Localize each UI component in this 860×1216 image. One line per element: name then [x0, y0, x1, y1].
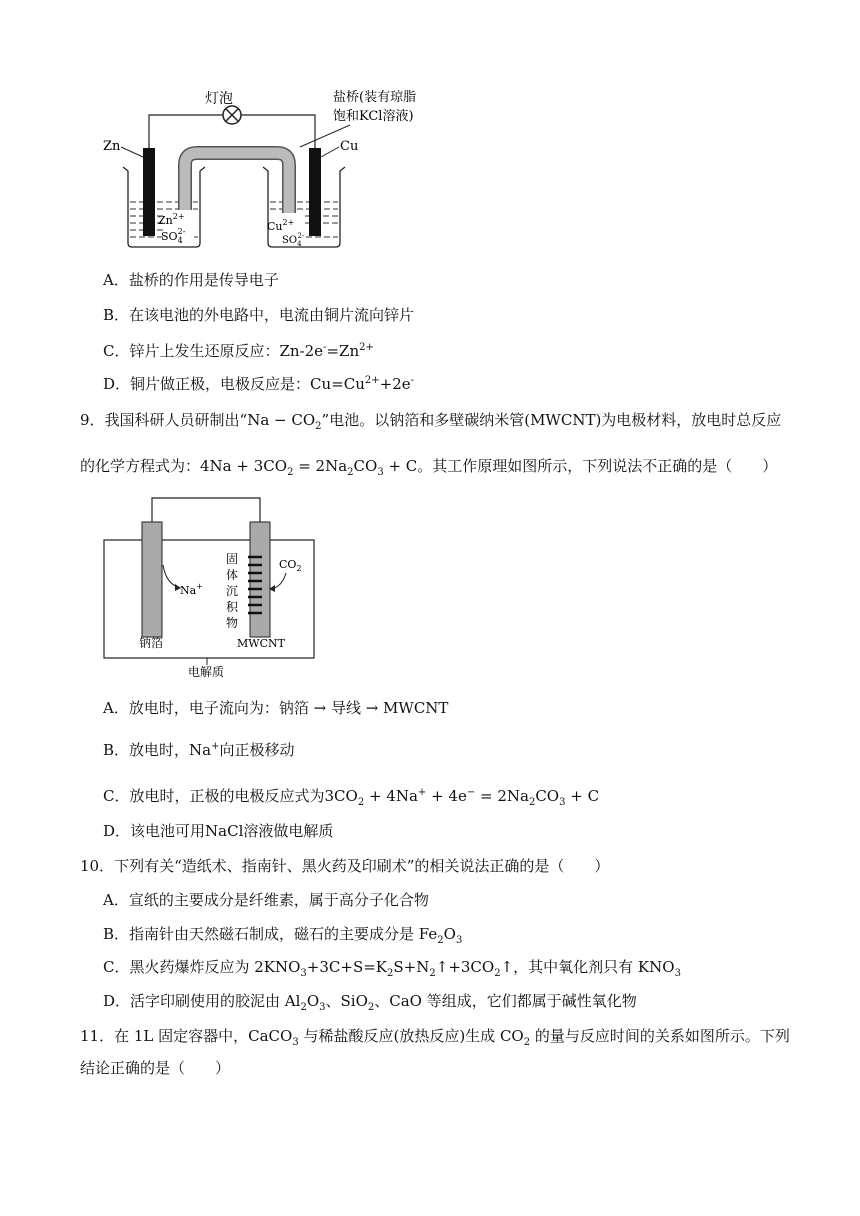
q9-option-b: B．放电时，Na+向正极移动	[103, 741, 295, 759]
q9-option-a: A．放电时，电子流向为：钠箔 → 导线 → MWCNT	[103, 699, 449, 717]
q11-stem-line2: 结论正确的是（ ）	[80, 1059, 231, 1077]
cu-electrode	[309, 148, 321, 236]
q8-option-c: C．锌片上发生还原反应：$Zn-2e^-=Zn^{2+}$	[103, 342, 374, 360]
sodium-foil-label: 钠箔	[139, 636, 164, 650]
q10-stem: 10．下列有关“造纸术、指南针、黑火药及印刷术”的相关说法正确的是（ ）	[80, 857, 610, 875]
sodium-foil-electrode	[142, 522, 162, 637]
q10-option-d: D．活字印刷使用的胶泥由 $Al_2O_3$、SiO$_2$、CaO 等组成，它们都属于碱性氧化物	[103, 992, 637, 1013]
co2-label: $CO_2$	[279, 558, 302, 573]
solid-deposit-label: 固体沉积物	[226, 552, 239, 630]
q9-stem-line1: 9．我国科研人员研制出“$Na - CO_2$”电池。以钠箔和多壁碳纳米管(MWCNT)为电极材料，放电时总反应	[80, 411, 782, 432]
q9-option-d: D．该电池可用NaCl溶液做电解质	[103, 822, 334, 840]
bulb-label: 灯泡	[205, 91, 233, 107]
q11-stem-line1: 11．在 1L 固定容器中，CaCO$_3$ 与稀盐酸反应(放热反应)生成 $CO_2$ 的量与反应时间的关系如图所示。下列	[80, 1027, 790, 1048]
na-ion-label: Na+	[180, 582, 203, 597]
q9-option-c: C．放电时，正极的电极反应式为$3CO_2 + 4Na^+ + 4e^- = 2Na_2CO_3 + C$	[103, 787, 600, 808]
bridge-label-2: 饱和KCl溶液)	[333, 109, 414, 124]
electrolyte-label: 电解质	[188, 665, 225, 679]
zn-electrode	[143, 148, 155, 236]
q9-stem-line2: 的化学方程式为：$4Na + 3CO_2 = 2Na_2CO_3 + C$。其工作原理如图所示，下列说法不正确的是（ ）	[80, 457, 778, 478]
na-co2-battery-figure	[100, 495, 320, 680]
cu-label: Cu	[340, 139, 359, 154]
bridge-label-1: 盐桥(装有琼脂	[333, 90, 417, 105]
mwcnt-electrode	[250, 522, 270, 637]
q8-option-b: B．在该电池的外电路中，电流由铜片流向锌片	[103, 306, 415, 324]
svg-text:Zn2+: $Zn^{2+}$	[158, 212, 185, 227]
q10-option-a: A．宣纸的主要成分是纤维素，属于高分子化合物	[103, 891, 429, 909]
q8-option-a: A．盐桥的作用是传导电子	[103, 271, 279, 289]
zn-label: Zn	[103, 139, 121, 154]
svg-text:Cu2+: $Cu^{2+}$	[267, 218, 295, 233]
svg-text:SO42-: $SO_42-$	[282, 232, 305, 248]
q10-option-b: B．指南针由天然磁石制成，磁石的主要成分是 $Fe_2O_3$	[103, 925, 463, 946]
q8-option-d: D．铜片做正极，电极反应是：$Cu=Cu^{2+}+2e^-$	[103, 375, 415, 393]
q10-option-c: C．黑火药爆炸反应为 $2KNO_3+3C+S=K_2S+N_2↑+3CO_2↑$，其中氧化剂只有 $KNO_3$	[103, 958, 681, 979]
galvanic-cell-figure	[95, 85, 435, 255]
svg-text:SO42-: $SO_42-$	[161, 227, 186, 245]
mwcnt-label: MWCNT	[237, 637, 285, 650]
